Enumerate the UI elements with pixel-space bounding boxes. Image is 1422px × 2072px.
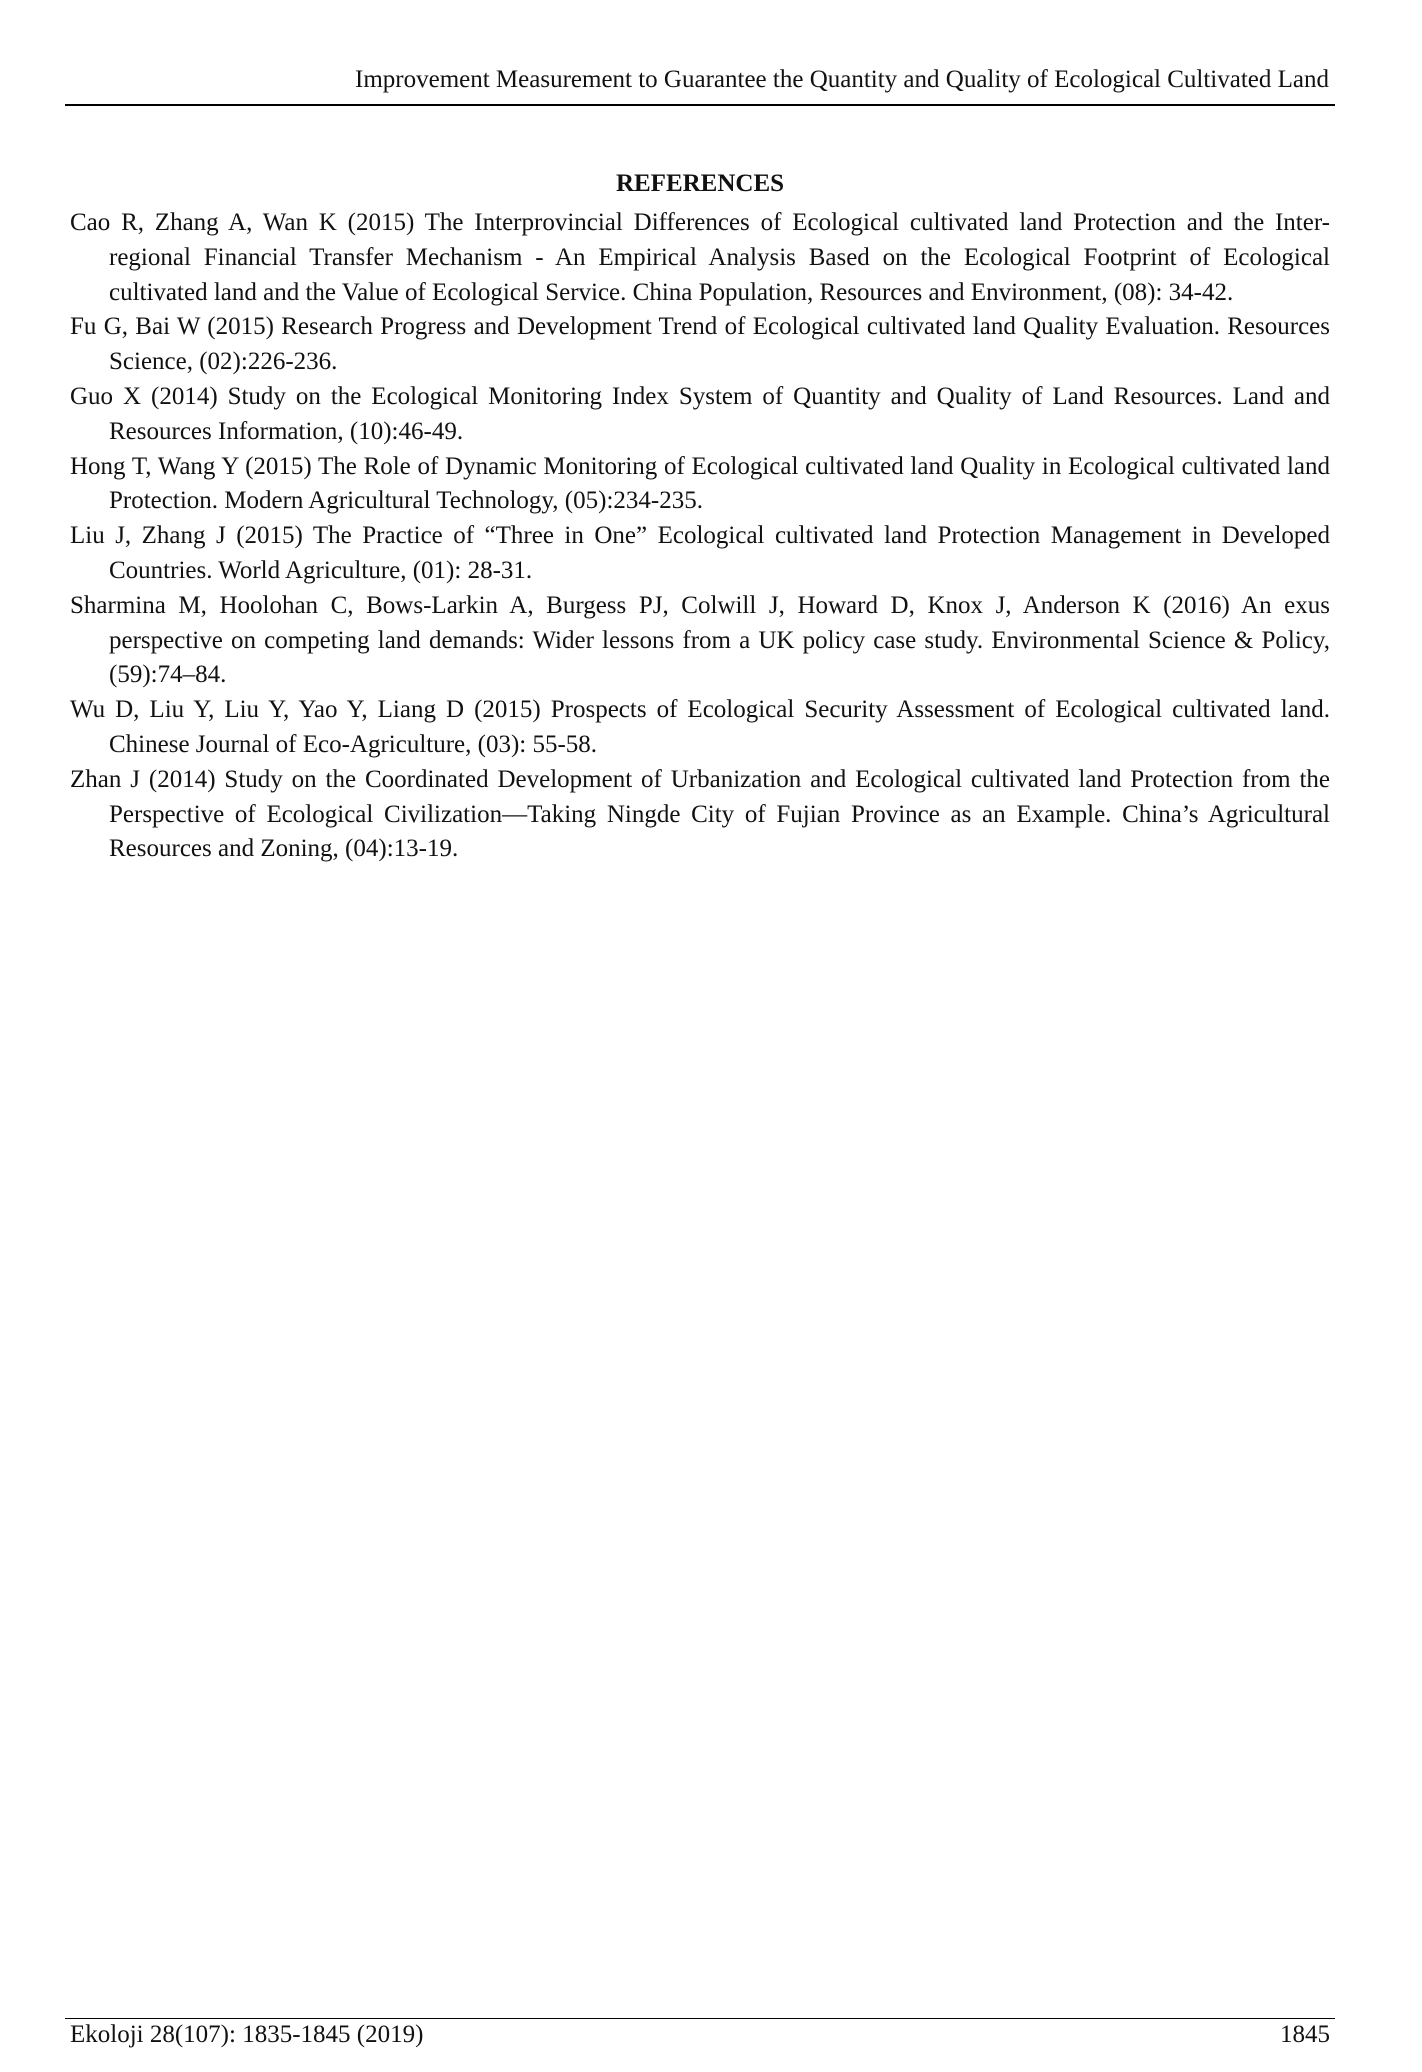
section-title: REFERENCES — [615, 170, 785, 197]
reference-item: Zhan J (2014) Study on the Coordinated Development of Urbanization and Ecological cultivated land Protection from the Perspective of Ecological Civilization—Taking Ningde City of Fujian Province as an Example. China’s Agricultural Resources and Zoning, (04):13-19. — [70, 765, 1330, 863]
reference-item: Hong T, Wang Y (2015) The Role of Dynamic Monitoring of Ecological cultivated land Quality in Ecological cultivated land Protection. Modern Agricultural Technology, (05):234-235. — [70, 452, 1330, 515]
reference-item: Liu J, Zhang J (2015) The Practice of “Three in One” Ecological cultivated land Protection Management in Developed Countries. World Agriculture, (01): 28-31. — [70, 522, 1330, 584]
reference-item: Guo X (2014) Study on the Ecological Monitoring Index System of Quantity and Quality of Land Resources. Land and Resources Information, (10):46-49. — [70, 382, 1330, 445]
header-rule — [65, 104, 1335, 106]
running-header: Improvement Measurement to Guarantee the Quantity and Quality of Ecological Cultivated Land — [355, 66, 1329, 93]
reference-item: Fu G, Bai W (2015) Research Progress and Development Trend of Ecological cultivated land Quality Evaluation. Resources Science, (02):226-236. — [70, 313, 1330, 376]
reference-item: Wu D, Liu Y, Liu Y, Yao Y, Liang D (2015) Prospects of Ecological Security Assessment of Ecological cultivated land. Chinese Journal of Eco-Agriculture, (03): 55-58. — [70, 696, 1330, 758]
reference-item: Sharmina M, Hoolohan C, Bows-Larkin A, Burgess PJ, Colwill J, Howard D, Knox J, Anderson K (2016) An exus perspective on competing land demands: Wider lessons from a UK policy case study. Environmental Science & Policy, (59):74–84. — [70, 591, 1330, 689]
reference-list — [70, 206, 1330, 867]
page-number: 1845 — [1280, 2021, 1330, 2048]
footer-journal: Ekoloji 28(107): 1835-1845 (2019) — [70, 2021, 424, 2048]
reference-item: Cao R, Zhang A, Wan K (2015) The Interprovincial Differences of Ecological cultivated land Protection and the Inter-regional Financial Transfer Mechanism - An Empirical Analysis Based on the Ecological Footprint of Ecological cultivated land and the Value of Ecological Service. China Population, Resources and Environment, (08): 34-42. — [70, 209, 1330, 306]
footer-rule — [65, 2018, 1335, 2019]
